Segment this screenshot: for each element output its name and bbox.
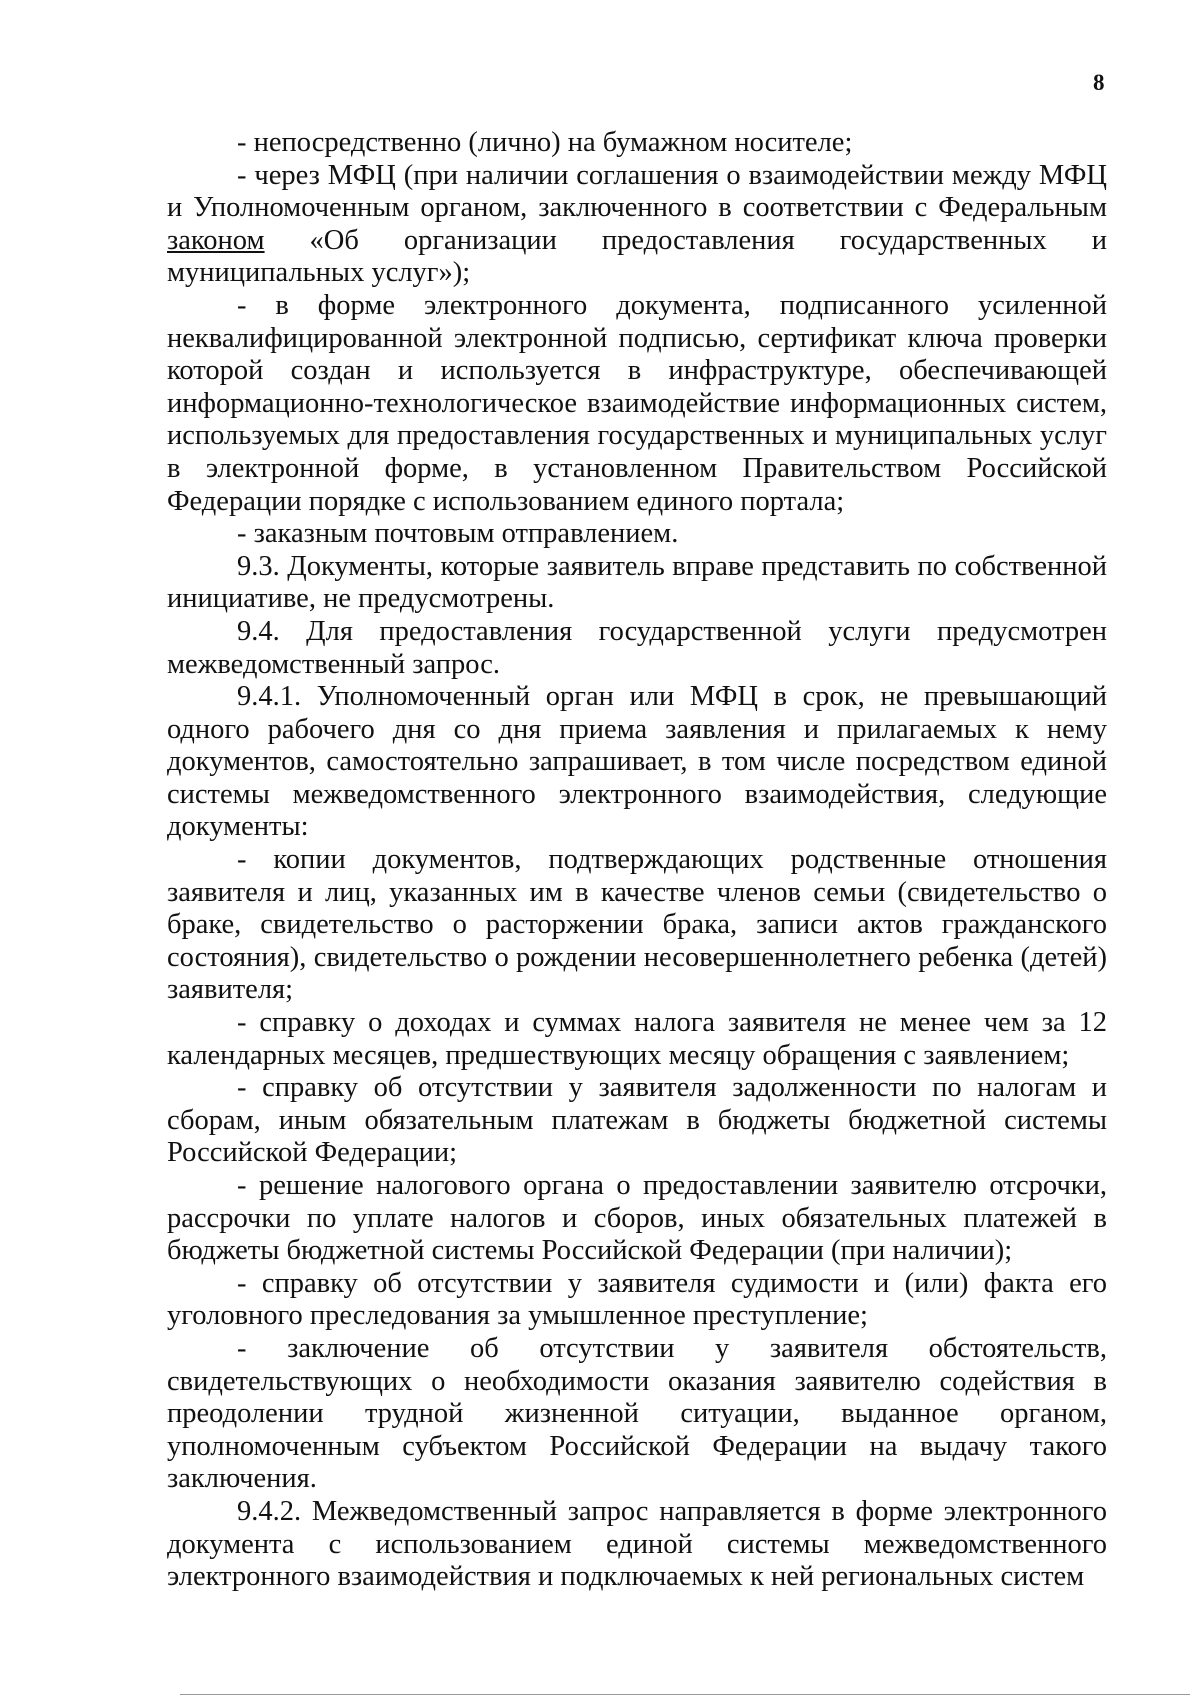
paragraph-text: «Об организации предоставления государственных и муниципальных услуг»);: [167, 224, 1107, 289]
list-item-criminal-record-certificate: - справку об отсутствии у заявителя судимости и (или) факта его уголовного преследования за умышленное преступление;: [167, 1267, 1107, 1332]
paragraph-9-3: 9.3. Документы, которые заявитель вправе представить по собственной инициативе, не предусмотрены.: [167, 550, 1107, 615]
page-number: 8: [1093, 70, 1105, 95]
list-item-hardship-conclusion: - заключение об отсутствии у заявителя обстоятельств, свидетельствующих о необходимости оказания заявителю содействия в преодолении трудной жизненной ситуации, выданное органом, уполномоченным субъектом Российской Федерации на выдачу такого заключения.: [167, 1332, 1107, 1495]
paragraph-paper-submission: - непосредственно (лично) на бумажном носителе;: [237, 127, 853, 158]
list-item-tax-deferral-decision: - решение налогового органа о предоставлении заявителю отсрочки, рассрочки по уплате налогов и сборов, иных обязательных платежей в бюджеты бюджетной системы Российской Федерации (при наличии);: [167, 1170, 1107, 1267]
paragraph-9-4: 9.4. Для предоставления государственной услуги предусмотрен межведомственный запрос.: [167, 615, 1107, 680]
paragraph-electronic-submission: - в форме электронного документа, подписанного усиленной неквалифицированной электронной подписью, сертификат ключа проверки которой создан и используется в инфраструктуре, обеспечивающей информационно-технологическое взаимодействие информационных систем, используемых для предоставления государственных и муниципальных услуг в электронной форме, в установленном Правительством Российской Федерации порядке с использованием единого портала;: [167, 289, 1107, 517]
list-item-family-documents: - копии документов, подтверждающих родственные отношения заявителя и лиц, указанных им в качестве членов семьи (свидетельство о браке, свидетельство о расторжении брака, записи актов гражданского состояния), свидетельство о рождении несовершеннолетнего ребенка (детей) заявителя;: [167, 844, 1107, 1006]
list-item-tax-debt-certificate: - справку об отсутствии у заявителя задолженности по налогам и сборам, иным обязательным платежам в бюджеты бюджетной системы Российской Федерации;: [167, 1072, 1107, 1169]
paragraph-9-4-2: 9.4.2. Межведомственный запрос направляется в форме электронного документа с использованием единой системы межведомственного электронного взаимодействия и подключаемых к ней региональных систем: [167, 1495, 1107, 1593]
law-link[interactable]: законом: [167, 224, 265, 256]
paragraph-text: - через МФЦ (при наличии соглашения о взаимодействии между МФЦ и Уполномоченным органом, заключенного в соответствии с Федеральным: [167, 159, 1107, 224]
paragraph-9-4-1: 9.4.1. Уполномоченный орган или МФЦ в срок, не превышающий одного рабочего дня со дня приема заявления и прилагаемых к нему документов, самостоятельно запрашивает, в том числе посредством единой системы межведомственного электронного взаимодействия, следующие документы:: [167, 681, 1107, 843]
document-body: [167, 127, 1107, 1594]
list-item-income-certificate: - справку о доходах и суммах налога заявителя не менее чем за 12 календарных месяцев, предшествующих месяцу обращения с заявлением;: [167, 1007, 1107, 1071]
scan-edge-line: [180, 1694, 1190, 1695]
paragraph-postal-submission: - заказным почтовым отправлением.: [237, 518, 679, 550]
paragraph-mfc-submission: [167, 160, 1107, 290]
